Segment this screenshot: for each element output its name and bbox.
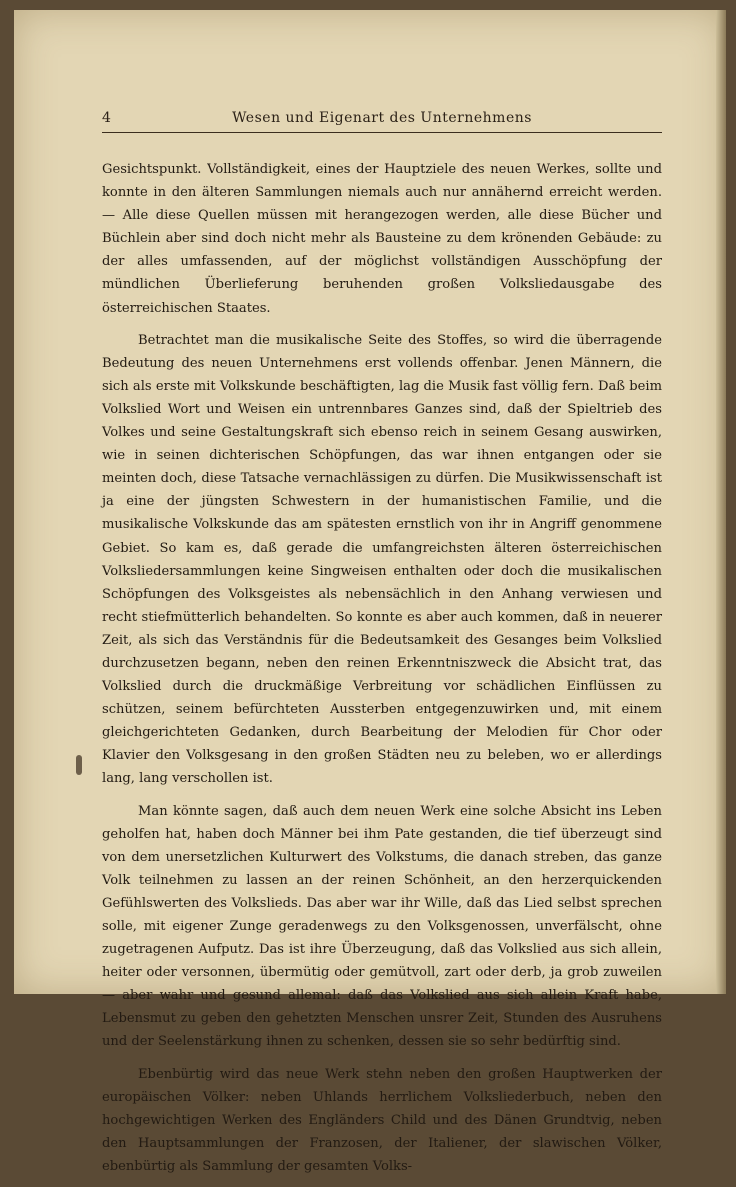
running-title: Wesen und Eigenart des Unternehmens: [232, 110, 532, 126]
paragraph-1: Gesichtspunkt. Vollständigkeit, eines der Hauptziele des neuen Werkes, sollte und konnte in den älteren Sammlungen niemals auch nur annähernd erreicht werden. — Alle diese Quellen müssen mit herangezogen werden, alle diese Bücher und Büchlein aber sind doch nicht mehr als Bausteine zu dem krönenden Gebäude: zu der alles umfassenden, auf der möglichst vollständigen Ausschöpfung der mündlichen Überlieferung beruhenden großen Volksliedausgabe des österreichischen Staates.: [102, 162, 662, 316]
body-text: [102, 158, 662, 1187]
ink-mark: [76, 755, 82, 775]
page-spine: [716, 10, 726, 994]
paragraph-4: Ebenbürtig wird das neue Werk stehn neben den großen Hauptwerken der europäischen Völker: neben Uhlands herrlichem Volksliederbuch, neben den hochgewichtigen Werken des Engländers Child und des Dänen Grundtvig, neben den Hauptsammlungen der Franzosen, der Italiener, der slawischen Völker, ebenbürtig als Sammlung der gesamten Volks-: [102, 1066, 662, 1174]
paragraph-2: Betrachtet man die musikalische Seite des Stoffes, so wird die überragende Bedeutung des neuen Unternehmens erst vollends offenbar. Jenen Männern, die sich als erste mit Volkskunde beschäftigten, lag die Musik fast völlig fern. Daß beim Volkslied Wort und Weisen ein untrennbares Ganzes sind, daß der Spieltrieb des Volkes und seine Gestaltungskraft sich ebenso reich in seinem Gesang auswirken, wie in seinen dichterischen Schöpfungen, das war ihnen entgangen oder sie meinten doch, diese Tatsache vernachlässigen zu dürfen. Die Musikwissenschaft ist ja eine der jüngsten Schwestern in der humanistischen Familie, und die musikalische Volkskunde das am spätesten ernstlich von ihr in Angriff genommene Gebiet. So kam es, daß gerade die umfangreichsten älteren österreichischen Volksliedersammlungen keine Singweisen enthalten oder doch die musikalischen Schöpfungen des Volksgeistes als nebensächlich in den Anhang verwiesen und recht stiefmütterlich behandelten. So konnte es aber auch kommen, daß in neuerer Zeit, als sich das Verständnis für die Bedeutsamkeit des Gesanges beim Volkslied durchzusetzen begann, neben den reinen Erkenntniszweck die Absicht trat, das Volkslied durch die druckmäßige Verbreitung vor schädlichen Einflüssen zu schützen, seinem befürchteten Aussterben entgegenzuwirken und, mit einem gleichgerichteten Gedanken, durch Bearbeitung der Melodien für Chor oder Klavier den Volksgesang in den großen Städten neu zu beleben, wo er allerdings lang, lang verschollen ist.: [102, 332, 662, 787]
page-header: [102, 108, 662, 133]
paragraph-3: Man könnte sagen, daß auch dem neuen Werk eine solche Absicht ins Leben geholfen hat, haben doch Männer bei ihm Pate gestanden, die tief überzeugt sind von dem unersetzlichen Kulturwert des Volkstums, die danach streben, das ganze Volk teilnehmen zu lassen an der reinen Schönheit, an den herzerquickenden Gefühlswerten des Volkslieds. Das aber war ihr Wille, daß das Lied selbst sprechen solle, mit eigener Zunge geradenwegs zu den Volksgenossen, unverfälscht, ohne zugetragenen Aufputz. Das ist ihre Überzeugung, daß das Volkslied aus sich allein, heiter oder versonnen, übermütig oder gemütvoll, zart oder derb, ja grob zuweilen — aber wahr und gesund allemal: daß das Volkslied aus sich allein Kraft habe, Lebensmut zu geben den gehetzten Menschen unsrer Zeit, Stunden des Ausruhens und der Seelenstärkung ihnen zu schenken, dessen sie so sehr bedürftig sind.: [102, 803, 662, 1050]
book-page: [14, 10, 726, 1174]
page-number: 4: [102, 110, 111, 126]
